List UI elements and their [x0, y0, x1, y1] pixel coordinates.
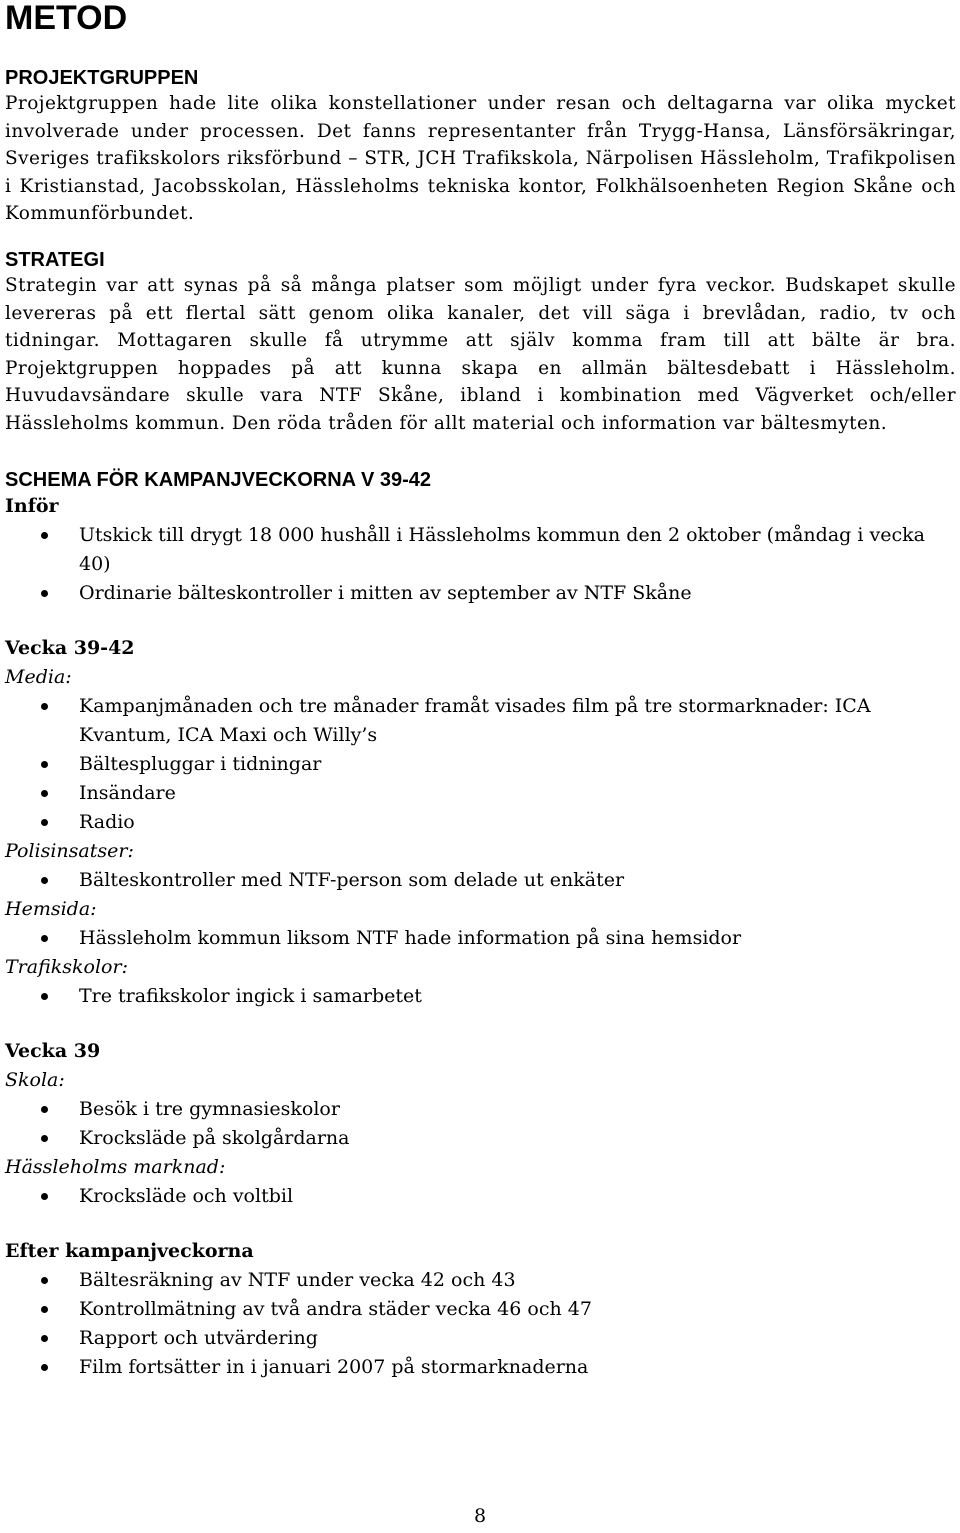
bullet-icon — [41, 1135, 48, 1142]
list-item: Bältesräkning av NTF under vecka 42 och 43 — [5, 1266, 956, 1295]
list-item: Kampanjmånaden och tre månader framåt visades film på tre stormarknader: ICA Kvantum, ICA Maxi och Willy’s — [5, 692, 956, 750]
bullet-icon — [41, 993, 48, 1000]
efter-list — [5, 1266, 956, 1382]
bullet-icon — [41, 1335, 48, 1342]
trafikskolor-list — [5, 982, 956, 1011]
list-item: Krocksläde på skolgårdarna — [5, 1124, 956, 1153]
bullet-icon — [41, 590, 48, 597]
page-title: METOD — [5, 0, 128, 37]
list-item: Rapport och utvärdering — [5, 1324, 956, 1353]
list-item: Radio — [5, 808, 956, 837]
section-heading-schema: SCHEMA FÖR KAMPANJVECKORNA V 39-42 — [5, 468, 431, 491]
projektgruppen-paragraph: Projektgruppen hade lite olika konstellationer under resan och deltagarna var olika mycket involverade under processen. Det fanns representanter från Trygg-Hansa, Länsförsäkringar, Sveriges trafikskolors riksförbund – STR, JCH Trafikskola, Närpolisen Hässleholm, Trafikpolisen i Kristianstad, Jacobsskolan, Hässleholms tekniska kontor, Folkhälsoenheten Region Skåne och Kommunförbundet. — [5, 93, 956, 225]
list-item: Ordinarie bälteskontroller i mitten av september av NTF Skåne — [5, 579, 956, 608]
infor-list — [5, 521, 956, 608]
list-item: Utskick till drygt 18 000 hushåll i Hässleholms kommun den 2 oktober (måndag i vecka 40) — [5, 521, 956, 579]
list-item: Film fortsätter in i januari 2007 på stormarknaderna — [5, 1353, 956, 1382]
section-heading-strategi: STRATEGI — [5, 248, 105, 271]
list-item: Krocksläde och voltbil — [5, 1182, 956, 1211]
media-label: Media: — [5, 665, 72, 688]
bullet-icon — [41, 1106, 48, 1113]
list-item: Tre trafikskolor ingick i samarbetet — [5, 982, 956, 1011]
bullet-icon — [41, 1306, 48, 1313]
bullet-icon — [41, 877, 48, 884]
skola-label: Skola: — [5, 1068, 65, 1091]
bullet-icon — [41, 1193, 48, 1200]
marknad-label: Hässleholms marknad: — [5, 1155, 226, 1178]
hemsida-list — [5, 924, 956, 953]
bullet-icon — [41, 819, 48, 826]
strategi-paragraph: Strategin var att synas på så många platser som möjligt under fyra veckor. Budskapet skulle levereras på ett flertal sätt genom olika kanaler, det vill säga i brevlådan, radio, tv och tidningar. Mottagaren skulle få utrymme att själv komma fram till att bälte är bra. Projektgruppen hoppades på att kunna skapa en allmän bältesdebatt i Hässleholm. Huvudavsändare skulle vara NTF Skåne, ibland i kombination med Vägverket och/eller Hässleholms kommun. Den röda tråden för allt material och information var bältesmyten. — [5, 274, 956, 434]
list-item: Insändare — [5, 779, 956, 808]
vecka-39-42-heading: Vecka 39-42 — [5, 636, 135, 659]
page-number: 8 — [473, 1505, 487, 1527]
bullet-icon — [41, 790, 48, 797]
media-list — [5, 692, 956, 837]
list-item: Besök i tre gymnasieskolor — [5, 1095, 956, 1124]
section-heading-projektgruppen: PROJEKTGRUPPEN — [5, 67, 199, 89]
bullet-icon — [41, 761, 48, 768]
list-item: Kontrollmätning av två andra städer vecka 46 och 47 — [5, 1295, 956, 1324]
list-item: Bältespluggar i tidningar — [5, 750, 956, 779]
list-item: Bälteskontroller med NTF-person som delade ut enkäter — [5, 866, 956, 895]
list-item: Hässleholm kommun liksom NTF hade information på sina hemsidor — [5, 924, 956, 953]
bullet-icon — [41, 1364, 48, 1371]
skola-list — [5, 1095, 956, 1153]
vecka-39-heading: Vecka 39 — [5, 1039, 101, 1062]
trafikskolor-label: Trafikskolor: — [5, 955, 128, 978]
bullet-icon — [41, 703, 48, 710]
polisinsatser-label: Polisinsatser: — [5, 839, 134, 862]
bullet-icon — [41, 1277, 48, 1284]
bullet-icon — [41, 532, 48, 539]
marknad-list — [5, 1182, 956, 1211]
polisinsatser-list — [5, 866, 956, 895]
efter-heading: Efter kampanjveckorna — [5, 1239, 254, 1262]
infor-heading: Inför — [5, 494, 59, 517]
bullet-icon — [41, 935, 48, 942]
hemsida-label: Hemsida: — [5, 897, 97, 920]
